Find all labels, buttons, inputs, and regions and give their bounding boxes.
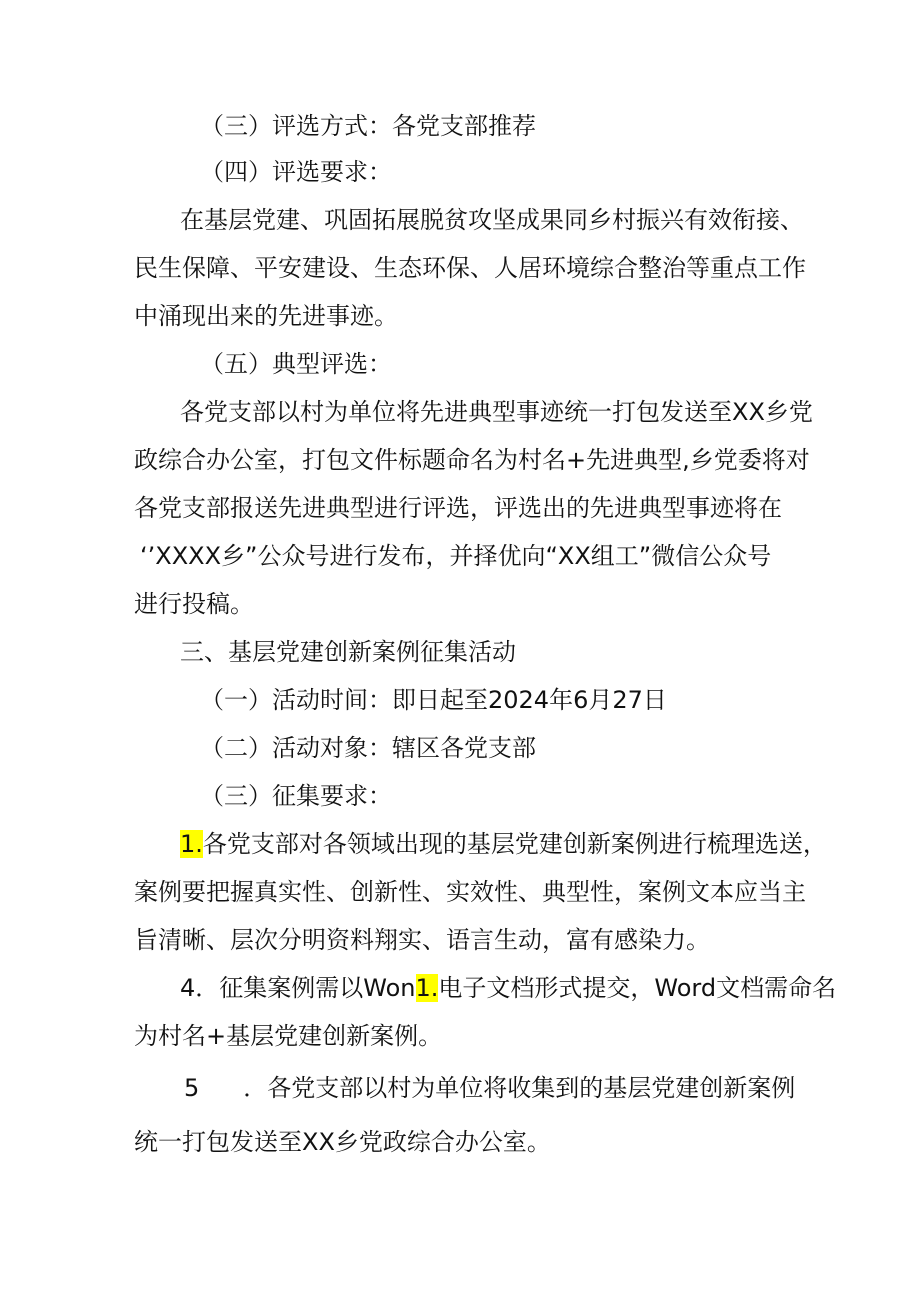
paragraph-line: 统一打包发送至XX乡党政综合办公室。 [134, 1128, 551, 1156]
paragraph-line: 中涌现出来的先进事迹。 [134, 302, 398, 330]
paragraph-line: （二）活动对象：辖区各党支部 [200, 734, 536, 762]
paragraph-line [180, 822, 827, 866]
paragraph-line: 各党支部报送先进典型进行评选，评选出的先进典型事迹将在 [134, 494, 782, 522]
paragraph-text: 各党支部对各领域出现的基层党建创新案例进行梳理选送， [202, 830, 827, 858]
paragraph-line [180, 966, 836, 1010]
paragraph-line: （三）评选方式：各党支部推荐 [200, 112, 536, 140]
paragraph-line: 案例要把握真实性、创新性、实效性、典型性，案例文本应当主 [134, 878, 806, 906]
paragraph-line: （一）活动时间：即日起至2024年6月27日 [200, 686, 667, 714]
list-marker: 5 [184, 1074, 200, 1102]
paragraph-text: ．各党支部以村为单位将收集到的基层党建创新案例 [243, 1074, 796, 1102]
paragraph-line: 进行投稿。 [134, 590, 254, 618]
paragraph-line: 旨清晰、层次分明资料翔实、语言生动，富有感染力。 [134, 926, 710, 954]
paragraph-line: 各党支部以村为单位将先进典型事迹统一打包发送至XX乡党 [180, 398, 813, 426]
paragraph-text: 电子文档形式提交，Word文档需命名 [438, 974, 837, 1002]
section-heading: （四）评选要求： [200, 158, 392, 186]
paragraph-text: 征集案例需以Won [219, 974, 416, 1002]
paragraph-line: 民生保障、平安建设、生态环保、人居环境综合整治等重点工作 [134, 254, 806, 282]
highlighted-list-marker: 1. [180, 830, 203, 858]
paragraph-line: 在基层党建、巩固拓展脱贫攻坚成果同乡村振兴有效衔接、 [180, 206, 804, 234]
section-heading: （三）征集要求： [200, 782, 392, 810]
section-heading: 三、基层党建创新案例征集活动 [180, 638, 516, 666]
paragraph-line: 为村名+基层党建创新案例。 [134, 1022, 443, 1050]
paragraph-line: ‘’XXXX乡”公众号进行发布，并择优向“XX组工”微信公众号 [140, 542, 772, 570]
highlighted-list-marker: 1. [415, 974, 439, 1002]
list-marker: 4． [180, 974, 220, 1002]
paragraph-line: 政综合办公室，打包文件标题命名为村名+先进典型,乡党委将对 [134, 446, 810, 474]
section-heading: （五）典型评选： [200, 350, 392, 378]
paragraph-line [184, 1066, 795, 1110]
